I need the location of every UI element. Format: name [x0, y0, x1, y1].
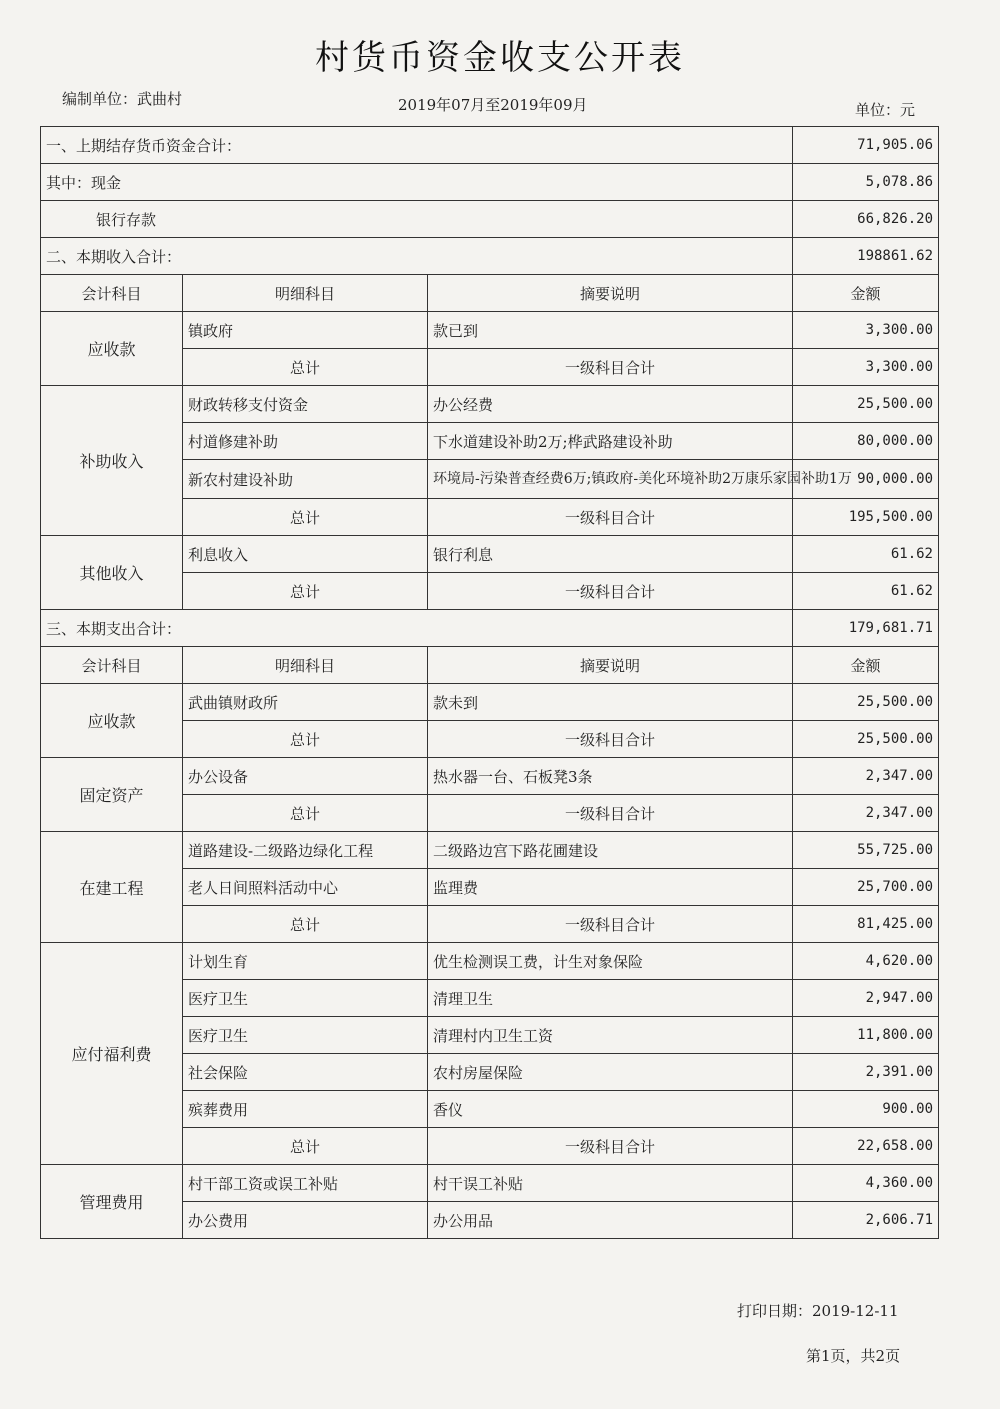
total-label: 总计 — [183, 573, 428, 610]
income-amount: 61.62 — [793, 536, 939, 573]
income-header-row — [41, 275, 939, 312]
expense-desc: 农村房屋保险 — [428, 1054, 793, 1091]
expense-detail: 老人日间照料活动中心 — [183, 869, 428, 906]
header-account: 会计科目 — [41, 647, 183, 684]
header-detail: 明细科目 — [183, 647, 428, 684]
cash-value: 5,078.86 — [793, 164, 939, 201]
expense-amount: 11,800.00 — [793, 1017, 939, 1054]
bank-row — [41, 201, 939, 238]
expense-desc: 清理卫生 — [428, 980, 793, 1017]
expense-group-total: 22,658.00 — [793, 1128, 939, 1165]
total-label: 总计 — [183, 499, 428, 536]
subtotal-label: 一级科目合计 — [428, 721, 793, 758]
expense-desc: 优生检测误工费，计生对象保险 — [428, 943, 793, 980]
income-detail: 村道修建补助 — [183, 423, 428, 460]
expense-row — [41, 1165, 939, 1202]
income-row — [41, 536, 939, 573]
income-total-label: 二、本期收入合计： — [41, 238, 793, 275]
expense-desc: 办公用品 — [428, 1202, 793, 1239]
income-detail: 利息收入 — [183, 536, 428, 573]
page-number: 第1页，共2页 — [806, 1347, 901, 1365]
expense-category: 应付福利费 — [41, 943, 183, 1165]
header-desc: 摘要说明 — [428, 647, 793, 684]
expense-row — [41, 684, 939, 721]
income-row — [41, 312, 939, 349]
print-date: 打印日期：2019-12-11 — [737, 1302, 899, 1320]
income-group-total: 61.62 — [793, 573, 939, 610]
expense-category: 固定资产 — [41, 758, 183, 832]
income-total-value: 198861.62 — [793, 238, 939, 275]
expense-detail: 道路建设-二级路边绿化工程 — [183, 832, 428, 869]
expense-amount: 2,606.71 — [793, 1202, 939, 1239]
expense-amount: 25,500.00 — [793, 684, 939, 721]
expense-desc: 监理费 — [428, 869, 793, 906]
expense-detail: 医疗卫生 — [183, 1017, 428, 1054]
subtotal-label: 一级科目合计 — [428, 906, 793, 943]
income-desc: 环境局-污染普查经费6万;镇政府-美化环境补助2万康乐家园补助1万 — [428, 460, 793, 499]
prev-balance-row — [41, 127, 939, 164]
expense-amount: 4,620.00 — [793, 943, 939, 980]
income-detail: 新农村建设补助 — [183, 460, 428, 499]
header-amount: 金额 — [793, 647, 939, 684]
cash-statement-table — [40, 126, 939, 1239]
expense-amount: 55,725.00 — [793, 832, 939, 869]
prev-balance-label: 一、上期结存货币资金合计： — [41, 127, 793, 164]
expense-desc: 热水器一台、石板凳3条 — [428, 758, 793, 795]
compiling-unit: 编制单位：武曲村 — [62, 90, 183, 108]
expense-category: 管理费用 — [41, 1165, 183, 1239]
subtotal-label: 一级科目合计 — [428, 349, 793, 386]
total-label: 总计 — [183, 349, 428, 386]
expense-amount: 25,700.00 — [793, 869, 939, 906]
total-label: 总计 — [183, 795, 428, 832]
subtotal-label: 一级科目合计 — [428, 573, 793, 610]
total-label: 总计 — [183, 1128, 428, 1165]
income-desc: 办公经费 — [428, 386, 793, 423]
expense-desc: 二级路边宫下路花圃建设 — [428, 832, 793, 869]
expense-group-total: 81,425.00 — [793, 906, 939, 943]
expense-desc: 香仪 — [428, 1091, 793, 1128]
income-total-row — [41, 238, 939, 275]
expense-desc: 村干误工补贴 — [428, 1165, 793, 1202]
income-amount: 25,500.00 — [793, 386, 939, 423]
total-label: 总计 — [183, 721, 428, 758]
expense-amount: 2,391.00 — [793, 1054, 939, 1091]
expense-total-row — [41, 610, 939, 647]
income-amount: 3,300.00 — [793, 312, 939, 349]
income-category: 其他收入 — [41, 536, 183, 610]
currency-unit: 单位：元 — [855, 101, 916, 119]
expense-total-label: 三、本期支出合计： — [41, 610, 793, 647]
cash-label: 其中：现金 — [41, 164, 793, 201]
header-amount: 金额 — [793, 275, 939, 312]
expense-total-value: 179,681.71 — [793, 610, 939, 647]
expense-amount: 4,360.00 — [793, 1165, 939, 1202]
expense-detail: 武曲镇财政所 — [183, 684, 428, 721]
expense-header-row — [41, 647, 939, 684]
header-desc: 摘要说明 — [428, 275, 793, 312]
expense-row — [41, 832, 939, 869]
expense-amount: 900.00 — [793, 1091, 939, 1128]
expense-amount: 2,947.00 — [793, 980, 939, 1017]
income-group-total: 195,500.00 — [793, 499, 939, 536]
expense-detail: 殡葬费用 — [183, 1091, 428, 1128]
cash-row — [41, 164, 939, 201]
report-period: 2019年07月至2019年09月 — [398, 96, 588, 114]
expense-amount: 2,347.00 — [793, 758, 939, 795]
subtotal-label: 一级科目合计 — [428, 795, 793, 832]
header-detail: 明细科目 — [183, 275, 428, 312]
expense-detail: 村干部工资或误工补贴 — [183, 1165, 428, 1202]
expense-row — [41, 758, 939, 795]
total-label: 总计 — [183, 906, 428, 943]
income-desc: 款已到 — [428, 312, 793, 349]
subtotal-label: 一级科目合计 — [428, 1128, 793, 1165]
income-detail: 财政转移支付资金 — [183, 386, 428, 423]
income-amount: 90,000.00 — [793, 460, 939, 499]
income-desc: 下水道建设补助2万;桦武路建设补助 — [428, 423, 793, 460]
expense-detail: 办公设备 — [183, 758, 428, 795]
bank-label: 银行存款 — [41, 201, 793, 238]
expense-category: 应收款 — [41, 684, 183, 758]
income-amount: 80,000.00 — [793, 423, 939, 460]
expense-desc: 清理村内卫生工资 — [428, 1017, 793, 1054]
subtotal-label: 一级科目合计 — [428, 499, 793, 536]
bank-value: 66,826.20 — [793, 201, 939, 238]
expense-detail: 社会保险 — [183, 1054, 428, 1091]
income-desc: 银行利息 — [428, 536, 793, 573]
expense-row — [41, 943, 939, 980]
expense-group-total: 25,500.00 — [793, 721, 939, 758]
income-category: 应收款 — [41, 312, 183, 386]
expense-detail: 办公费用 — [183, 1202, 428, 1239]
income-detail: 镇政府 — [183, 312, 428, 349]
expense-detail: 医疗卫生 — [183, 980, 428, 1017]
expense-desc: 款未到 — [428, 684, 793, 721]
income-row — [41, 386, 939, 423]
prev-balance-value: 71,905.06 — [793, 127, 939, 164]
expense-detail: 计划生育 — [183, 943, 428, 980]
expense-group-total: 2,347.00 — [793, 795, 939, 832]
income-category: 补助收入 — [41, 386, 183, 536]
expense-category: 在建工程 — [41, 832, 183, 943]
header-account: 会计科目 — [41, 275, 183, 312]
income-group-total: 3,300.00 — [793, 349, 939, 386]
page-title: 村货币资金收支公开表 — [315, 38, 685, 78]
